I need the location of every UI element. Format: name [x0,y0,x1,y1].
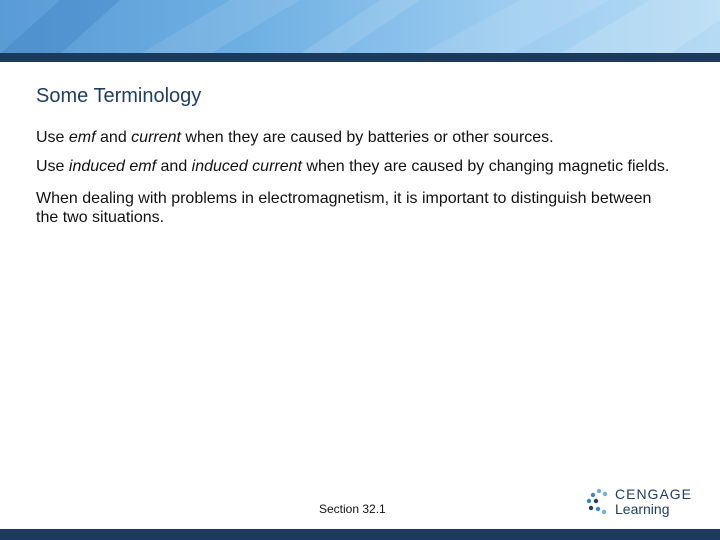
footer-rule [0,529,720,540]
paragraph-1-text: when they are caused by batteries or other sources. [180,129,554,146]
header-banner-pattern [0,0,720,54]
paragraph-1-emphasis-2: current [131,129,181,146]
slide-title: Some Terminology [36,85,202,107]
paragraph-2-emphasis-1: induced emf [68,158,157,175]
cengage-dots-icon [585,488,611,516]
slide-body [36,128,676,237]
paragraph-1-text: Use [36,129,69,146]
logo-wordmark-top: CENGAGE [615,486,693,502]
header-rule [0,53,720,62]
header-banner [0,0,720,54]
paragraph-2-emphasis-2: induced current [191,158,302,175]
logo-wordmark-bottom: Learning [615,501,670,517]
paragraph-2-text: and [156,158,192,175]
paragraph-2-text: Use [36,158,69,175]
paragraph-2 [36,157,676,176]
paragraph-3: When dealing with problems in electromagnetism, it is important to distinguish between the two situations. [36,190,652,226]
paragraph-1-emphasis-1: emf [68,129,96,146]
cengage-learning-logo [585,486,693,518]
paragraph-1 [36,128,676,147]
paragraph-2-text: when they are caused by changing magnetic fields. [301,158,670,175]
paragraph-1-text: and [95,129,132,146]
section-label: Section 32.1 [319,502,386,516]
